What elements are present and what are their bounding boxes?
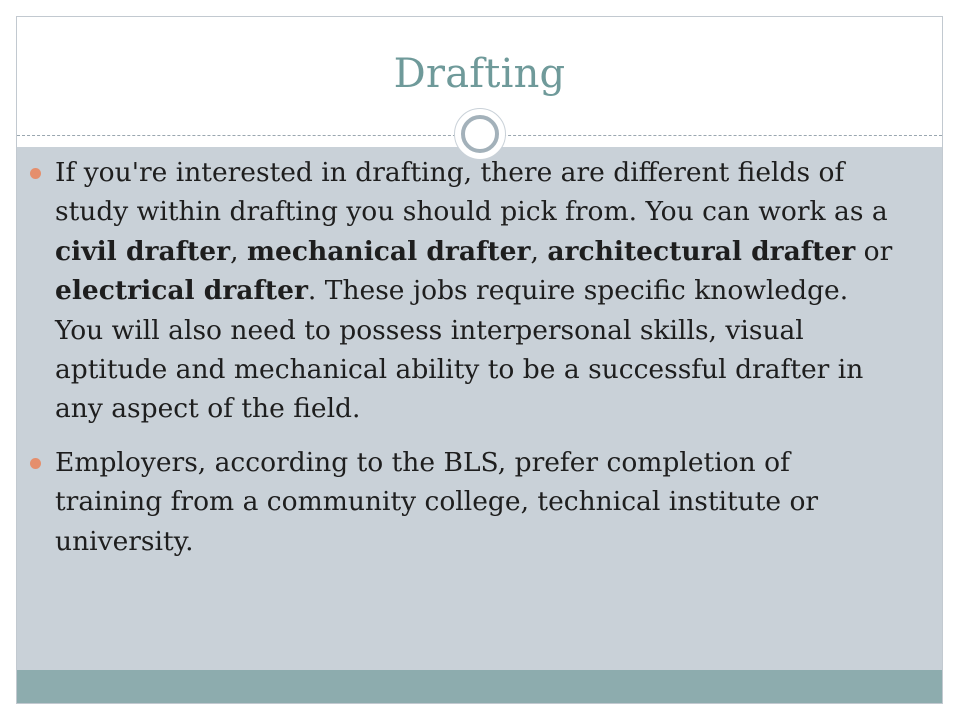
bullet-dot-icon xyxy=(30,458,41,469)
footer-bar xyxy=(17,670,942,704)
bullet-text: Employers, according to the BLS, prefer completion of training from a community college, technical institute or university. xyxy=(55,446,819,557)
bullet-text: , xyxy=(230,235,247,267)
bullet-text: If you're interested in drafting, there are different fields of study within drafting you should pick from. You can work as a xyxy=(55,157,888,228)
bullet-text: , xyxy=(530,235,548,267)
ring-inner xyxy=(461,115,499,153)
bold-term-mechanical: mechanical drafter xyxy=(246,235,531,267)
bullet-item-employers xyxy=(28,443,898,561)
bullet-list xyxy=(28,153,898,575)
bold-term-electrical: electrical drafter xyxy=(55,275,308,307)
bullet-text: or xyxy=(855,235,893,267)
bullet-text: . These jobs require specific knowledge. You will also need to possess interpersonal skills, visual aptitude and mechanical ability to be a successful drafter in any aspect of the field. xyxy=(55,275,864,425)
bold-term-civil: civil drafter xyxy=(55,235,231,267)
bullet-item-drafting-fields xyxy=(28,153,898,429)
bold-term-architectural: architectural drafter xyxy=(547,235,856,267)
slide-title: Drafting xyxy=(393,51,566,97)
bullet-dot-icon xyxy=(30,168,41,179)
